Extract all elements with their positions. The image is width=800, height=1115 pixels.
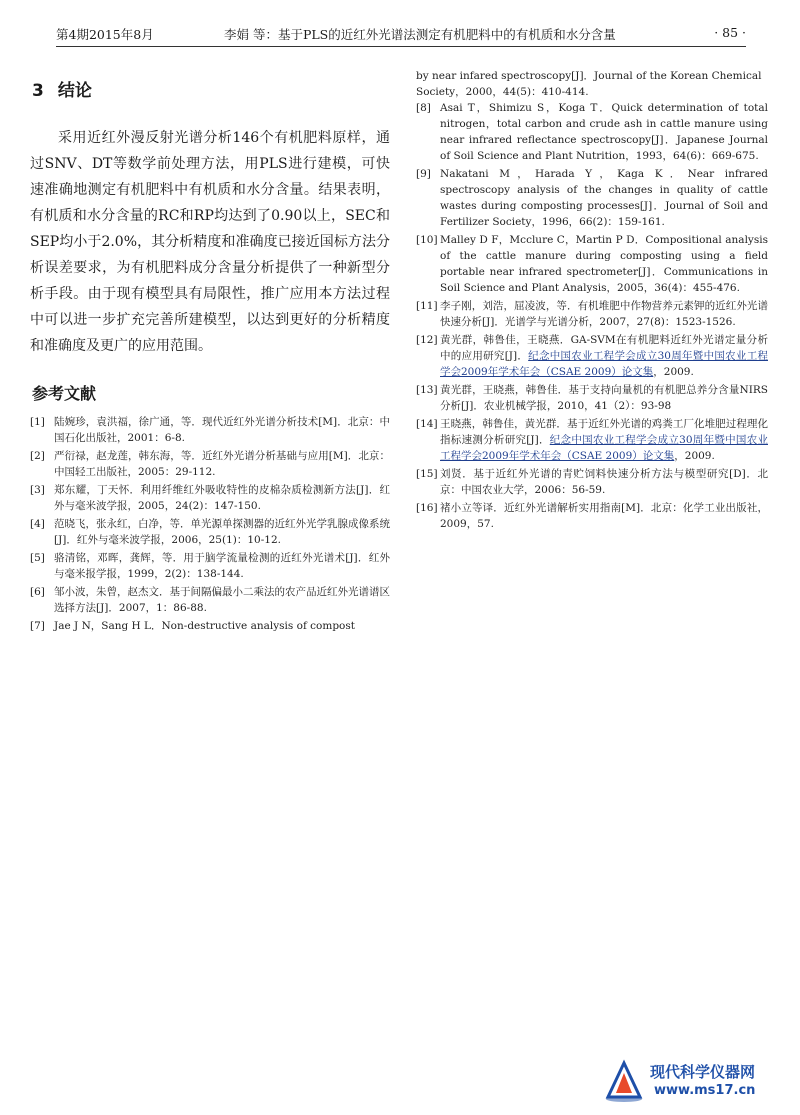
- reference-number: [15]: [416, 468, 438, 480]
- section-number: 3: [32, 81, 44, 101]
- reference-item: [30, 584, 390, 616]
- reference-item: [416, 332, 768, 380]
- reference-text: 范晓飞，张永红，白净，等．单光源单探测器的近红外光学乳腺成像系统[J]．红外与毫米波学报，2006，25(1)：10-12.: [54, 518, 390, 546]
- reference-text: 褚小立等译．近红外光谱解析实用指南[M]．北京：化学工业出版社，2009，57.: [440, 502, 768, 530]
- conclusion-paragraph: 采用近红外漫反射光谱分析146个有机肥料原样，通过SNV、DT等数学前处理方法，用PLS进行建模，可快速准确地测定有机肥料中有机质和水分含量。结果表明，有机质和水分含量的RC和RP均达到了0.90以上，SEC和SEP均小于2.0%，其分析精度和准确度已接近国标方法分析误差要求，为有机肥料成分含量分析提供了一种新型分析手段。由于现有模型具有局限性，推广应用本方法过程中可以进一步扩充完善所建模型，以达到更好的分析精度和准确度及更广的应用范围。: [30, 130, 390, 354]
- reference-text: [440, 332, 768, 380]
- reference-text: 陆婉珍，袁洪福，徐广通，等．现代近红外光谱分析技术[M]．北京：中国石化出版社，2001：6-8.: [54, 416, 390, 444]
- reference-item: [416, 232, 768, 296]
- reference-text: Nakatani M，Harada Y，Kaga K．Near infrared spectroscopy analysis of the changes in quality of cattle wastes during composting processes[J]．Journal of Soil and Fertilizer Society，1996，66(2)：159-161.: [440, 168, 768, 228]
- proceedings-link[interactable]: 纪念中国农业工程学会成立30周年暨中国农业工程学会2009年学术年会（CSAE 2009）论文集: [440, 350, 768, 378]
- reference-number: [3]: [30, 484, 45, 496]
- reference-text: 黄光群，王晓燕，韩鲁佳．基于支持向量机的有机肥总养分含量NIRS分析[J]．农业机械学报，2010，41（2）：93-98: [440, 384, 768, 412]
- reference-text: 骆清铭，邓晖，龚辉，等．用于脑学流量检测的近红外光谱术[J]．红外与毫米报学报，1999，2(2)：138-144.: [54, 552, 390, 580]
- article-running-title: 李娟 等：基于PLS的近红外光谱法测定有机肥料中的有机质和水分含量: [224, 27, 616, 42]
- right-column: [416, 68, 768, 534]
- reference-item: [30, 550, 390, 582]
- reference-item: [416, 382, 768, 414]
- reference-item: [416, 100, 768, 164]
- reference-item: [30, 482, 390, 514]
- reference-list-right: [416, 100, 768, 532]
- reference-item: [416, 416, 768, 464]
- page-number: · 85 ·: [714, 25, 746, 40]
- proceedings-link[interactable]: 纪念中国农业工程学会成立30周年暨中国农业工程学会2009年学术年会（CSAE 2009）论文集: [440, 434, 768, 462]
- reference-text: Asai T，Shimizu S，Koga T．Quick determination of total nitrogen，total carbon and crude ash in cattle manure using near infrared reflectance spectroscopy[J]．Japanese Journal of Soil Science and Plant Nutrition，1993，64(6)：669-675.: [440, 102, 768, 162]
- reference-text-post: ，2009.: [674, 450, 715, 462]
- reference-text-pre: 王晓燕，韩鲁佳，黄光群．基于近红外光谱的鸡粪工厂化堆肥过程理化指标速测分析研究[J]．: [440, 418, 768, 446]
- reference-list-left: [30, 414, 390, 634]
- reference-7-continuation: by near infared spectroscopy[J]．Journal of the Korean Chemical Society，2000，44(5)：410-414.: [416, 70, 762, 98]
- reference-number: [16]: [416, 502, 438, 514]
- references-heading: 参考文献: [32, 384, 97, 403]
- reference-number: [12]: [416, 334, 438, 346]
- reference-number: [2]: [30, 450, 45, 462]
- reference-number: [7]: [30, 620, 45, 632]
- reference-number: [10]: [416, 234, 438, 246]
- reference-number: [6]: [30, 586, 45, 598]
- issue-date: 第4期2015年8月: [56, 27, 154, 42]
- watermark: [602, 1059, 782, 1103]
- reference-item: [30, 618, 390, 634]
- section-heading: [32, 76, 390, 101]
- reference-item: [416, 500, 768, 532]
- reference-text-post: ，2009.: [653, 366, 694, 378]
- watermark-logo-icon: [602, 1059, 646, 1103]
- reference-text: [440, 416, 768, 464]
- reference-item: [416, 298, 768, 330]
- left-column: [30, 68, 390, 636]
- section-title: 结论: [57, 81, 92, 101]
- reference-text: Jae J N，Sang H L．Non-destructive analysis of compost: [54, 620, 355, 632]
- reference-text-pre: 黄光群，韩鲁佳，王晓燕．GA-SVM在有机肥料近红外光谱定量分析中的应用研究[J]．: [440, 334, 768, 362]
- watermark-url: www.ms17.cn: [654, 1083, 756, 1098]
- reference-number: [4]: [30, 518, 45, 530]
- reference-text: Malley D F，Mcclure C，Martin P D．Compositional analysis of the cattle manure during composting using a field portable near infrared spectrometer[J]．Communications in Soil Science and Plant Analysis，2005，36(4)：455-476.: [440, 234, 768, 294]
- reference-text: 邹小波，朱曾，赵杰文．基于间隔偏最小二乘法的农产品近红外光谱谱区选择方法[J]．2007，1：86-88.: [54, 586, 390, 614]
- reference-item: [416, 166, 768, 230]
- reference-number: [5]: [30, 552, 45, 564]
- reference-item: [30, 414, 390, 446]
- reference-number: [1]: [30, 416, 45, 428]
- reference-text: 刘贤．基于近红外光谱的青贮饲料快速分析方法与模型研究[D]．北京：中国农业大学，2006：56-59.: [440, 468, 768, 496]
- reference-item: [30, 448, 390, 480]
- reference-item: [416, 466, 768, 498]
- watermark-title: 现代科学仪器网: [650, 1063, 756, 1081]
- reference-number: [11]: [416, 300, 438, 312]
- reference-number: [13]: [416, 384, 438, 396]
- reference-text: 严衍禄，赵龙莲，韩东海，等．近红外光谱分析基础与应用[M]．北京：中国轻工出版社，2005：29-112.: [54, 450, 390, 478]
- reference-number: [14]: [416, 418, 438, 430]
- reference-number: [9]: [416, 168, 431, 180]
- running-header: [56, 22, 746, 47]
- reference-text: 李子刚，刘浩，屈凌波，等．有机堆肥中作物营养元素钾的近红外光谱快速分析[J]．光谱学与光谱分析，2007，27(8)：1523-1526.: [440, 300, 768, 328]
- reference-text: 郑东耀，丁天怀．利用纤维红外吸收特性的皮棉杂质检测新方法[J]．红外与毫米波学报，2005，24(2)：147-150.: [54, 484, 390, 512]
- reference-item: [30, 516, 390, 548]
- reference-number: [8]: [416, 102, 431, 114]
